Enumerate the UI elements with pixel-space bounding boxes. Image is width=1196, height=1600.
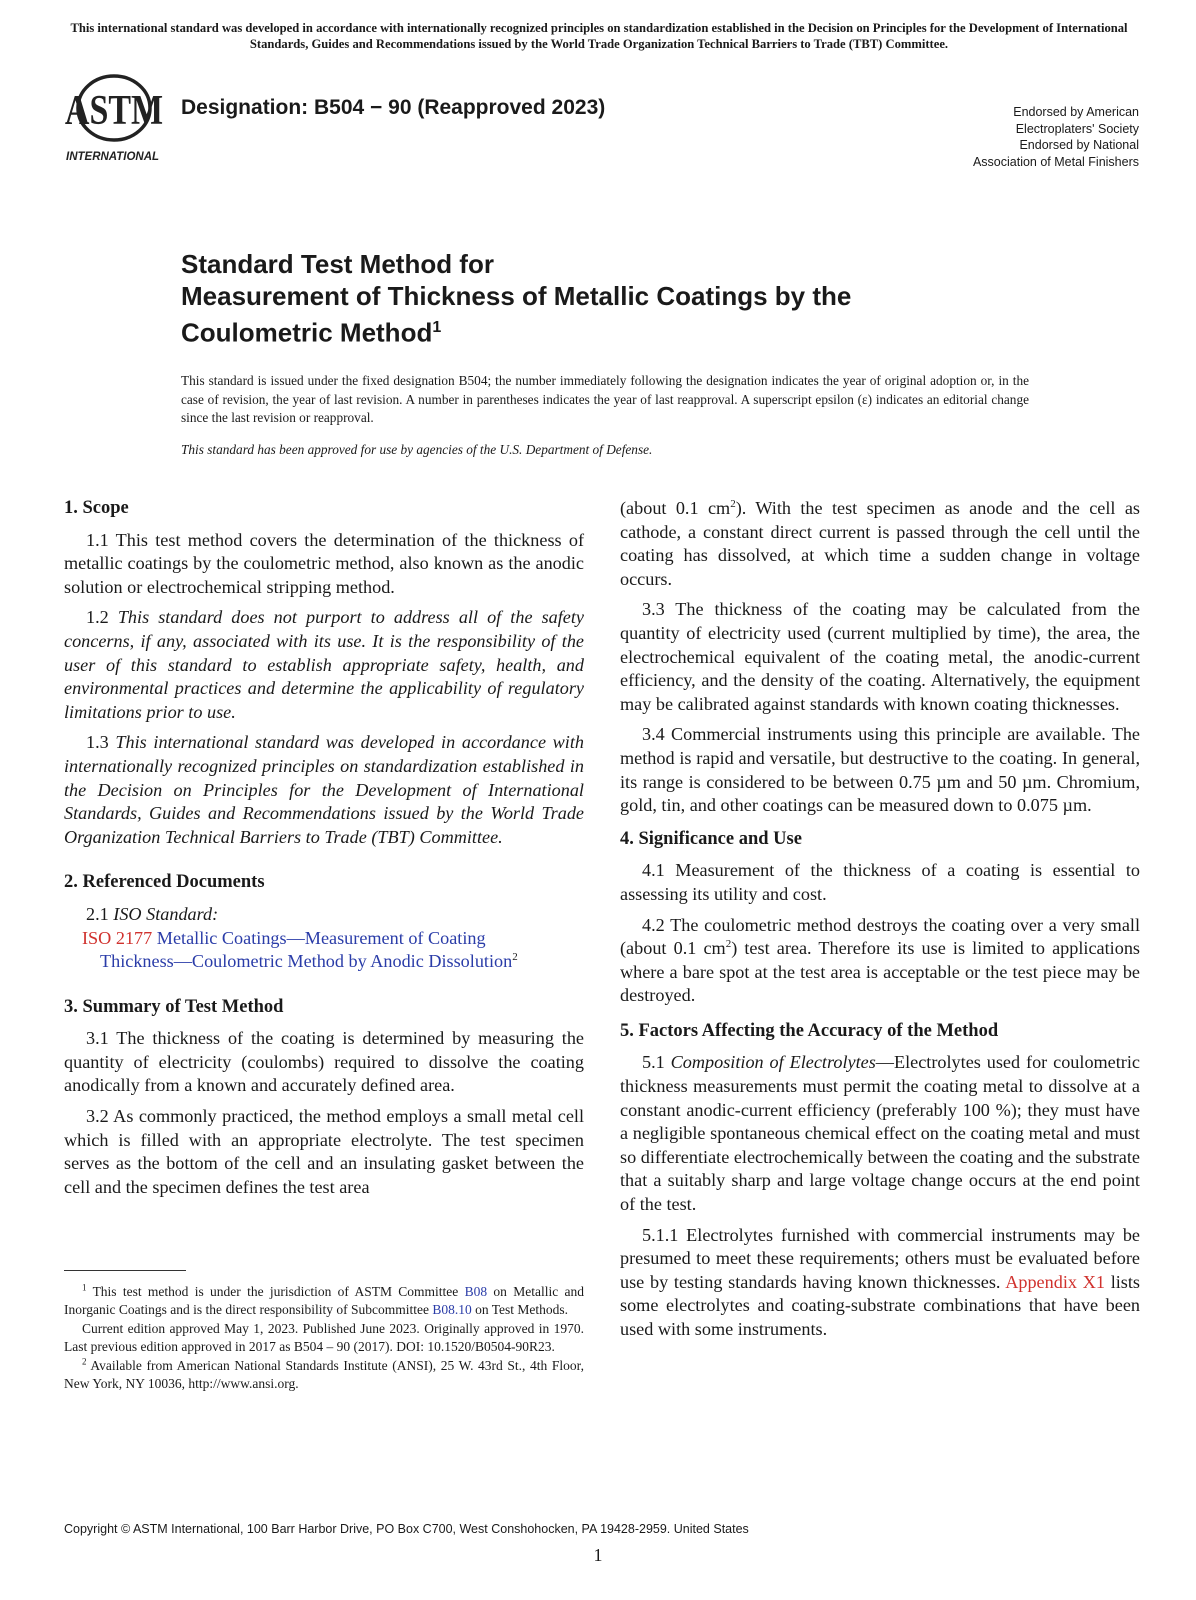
paragraph: 3.1 The thickness of the coating is determined by measuring the quantity of electricity (coulombs) required to dissolve the coating anodically from a known and accurately defined area. bbox=[64, 1028, 584, 1096]
footnote: Current edition approved May 1, 2023. Published June 2023. Originally approved in 1970. Last previous edition approved in 2017 as B504 – 90 (2017). DOI: 10.1520/B0504-90R23. bbox=[64, 1320, 584, 1355]
endorsement-line: Electroplaters' Society bbox=[1015, 121, 1139, 136]
reference-title-link[interactable]: Metallic Coatings—Measurement of Coating bbox=[156, 927, 486, 948]
document-title bbox=[181, 248, 1001, 349]
paragraph: 5.1.1 Electrolytes furnished with commercial instruments may be presumed to meet these requirements; others must be evaluated before use by testing standards having known thicknesses. Appendix X1 lists some electrolytes and coating-substrate combinations that have been used with some instruments. bbox=[620, 1224, 1141, 1339]
designation: Designation: B504 − 90 (Reapproved 2023) bbox=[181, 96, 606, 119]
paragraph: 5.1 Composition of Electrolytes—Electrolytes used for coulometric thickness measurements must permit the coating metal to dissolve at a constant anodic-current efficiency (preferably 100 %); they must have a negligible spontaneous chemical effect on the coating metal and must so differentiate electrochemically between the coating and the substrate that a suitably sharp and large voltage change occurs at the end point of the test. bbox=[620, 1052, 1140, 1215]
endorsement-line: Endorsed by American bbox=[1013, 105, 1139, 119]
paragraph: 3.2 As commonly practiced, the method employs a small metal cell which is filled with an appropriate electrolyte. The test specimen serves as the bottom of the cell and an insulating gasket between the cell and the specimen defines the test area bbox=[64, 1106, 584, 1197]
section-heading: 4. Significance and Use bbox=[620, 828, 802, 849]
footnote-mark[interactable]: 2 bbox=[512, 951, 518, 964]
footnote-mark[interactable]: 1 bbox=[432, 319, 442, 336]
committee-link[interactable]: B08 bbox=[464, 1284, 488, 1299]
title-line: Coulometric Method$^1$ bbox=[181, 317, 442, 348]
footnote: $^2$ Available from American National Standards Institute (ANSI), 25 W. 43rd St., 4th Floor, New York, NY 10036, http://www.ansi.org. bbox=[64, 1356, 584, 1392]
reference-entry bbox=[82, 927, 584, 974]
footnote-rule bbox=[64, 1270, 186, 1271]
issue-note: This standard is issued under the fixed designation B504; the number immediately following the designation indicates the year of original adoption or, in the case of revision, the year of last revision. A number in parentheses indicates the year of last reapproval. A superscript epsilon (ε) indicates an editorial change since the last revision or reapproval. bbox=[181, 373, 1029, 425]
paragraph: 4.1 Measurement of the thickness of a coating is essential to assessing its utility and cost. bbox=[620, 860, 1140, 904]
paragraph: 1.2 This standard does not purport to address all of the safety concerns, if any, associated with its use. It is the responsibility of the user of this standard to establish appropriate safety, health, and environmental practices and determine the applicability of regulatory limitations prior to use. bbox=[64, 607, 585, 722]
paragraph: 3.3 The thickness of the coating may be calculated from the quantity of electricity used (current multiplied by time), the area, the electrochemical equivalent of the coating metal, the anodic-current efficiency, and the density of the coating. Alternatively, the equipment may be calibrated against standards with known coating thicknesses. bbox=[620, 599, 1140, 714]
left-column bbox=[64, 497, 584, 1206]
endorsements bbox=[879, 104, 1139, 170]
section-heading: 1. Scope bbox=[64, 498, 129, 518]
copyright: Copyright © ASTM International, 100 Barr Harbor Drive, PO Box C700, West Conshohocken, PA 19428-2959. United States bbox=[64, 1522, 749, 1536]
logo-text: ASTM bbox=[64, 87, 164, 135]
astm-logo bbox=[64, 68, 168, 166]
paragraph: 2.1 ISO Standard: bbox=[86, 903, 219, 924]
page-number: 1 bbox=[593, 1545, 603, 1565]
title-line: Measurement of Thickness of Metallic Coatings by the bbox=[181, 281, 852, 311]
endorsement-line: Endorsed by National bbox=[1019, 138, 1139, 152]
paragraph: 4.2 The coulometric method destroys the coating over a very small (about 0.1 $cm^2$) test area. Therefore its use is limited to applications where a bare spot at the test area is acceptable or the test piece may be destroyed. bbox=[620, 914, 1140, 1006]
logo-caption: INTERNATIONAL bbox=[66, 151, 160, 163]
title-line: Standard Test Method for bbox=[181, 249, 494, 279]
paragraph: 1.1 This test method covers the determination of the thickness of metallic coatings by the coulometric method, also known as the anodic solution or electrochemical stripping method. bbox=[64, 529, 584, 597]
reference-code-link[interactable]: ISO 2177 bbox=[82, 927, 153, 948]
endorsement-line: Association of Metal Finishers bbox=[972, 154, 1139, 169]
subcommittee-link[interactable]: B08.10 bbox=[432, 1302, 472, 1318]
dod-note: This standard has been approved for use by agencies of the U.S. Department of Defense. bbox=[181, 442, 653, 457]
footnote: $^1$ This test method is under the jurisdiction of ASTM Committee B08 on Metallic and Inorganic Coatings and is the direct responsibility of Subcommittee B08.10 on Test Methods. bbox=[64, 1282, 584, 1318]
paragraph: (about 0.1 $cm^2$). With the test specimen as anode and the cell as cathode, a constant direct current is passed through the cell until the coating has dissolved, at which time a sudden change in voltage occurs. bbox=[620, 497, 1141, 589]
section-heading: 5. Factors Affecting the Accuracy of the Method bbox=[620, 1020, 999, 1041]
section-heading: 2. Referenced Documents bbox=[64, 872, 265, 893]
top-notice: This international standard was developed in accordance with internationally recognized principles on standardization established in the Decision on Principles for the Development of International Standards, Guides and Recommendations issued by the World Trade Organization Technical Barriers to Trade (TBT) Committee. bbox=[70, 21, 1128, 51]
footnotes bbox=[64, 1283, 584, 1393]
reference-title-link[interactable]: Thickness—Coulometric Method by Anodic Dissolution bbox=[100, 951, 513, 972]
section-heading: 3. Summary of Test Method bbox=[64, 996, 284, 1017]
paragraph: 3.4 Commercial instruments using this principle are available. The method is rapid and versatile, but destructive to the coating. In general, its range is considered to be between 0.75 µm and 50 µm. Chromium, gold, tin, and other coatings can be measured down to 0.075 µm. bbox=[620, 724, 1140, 816]
paragraph: 1.3 This international standard was developed in accordance with internationally recognized principles on standardization established in the Decision on Principles for the Development of International Standards, Guides and Recommendations issued by the World Trade Organization Technical Barriers to Trade (TBT) Committee. bbox=[64, 732, 585, 847]
appendix-link[interactable]: Appendix X1 bbox=[1005, 1271, 1105, 1292]
right-column bbox=[620, 497, 1140, 1349]
